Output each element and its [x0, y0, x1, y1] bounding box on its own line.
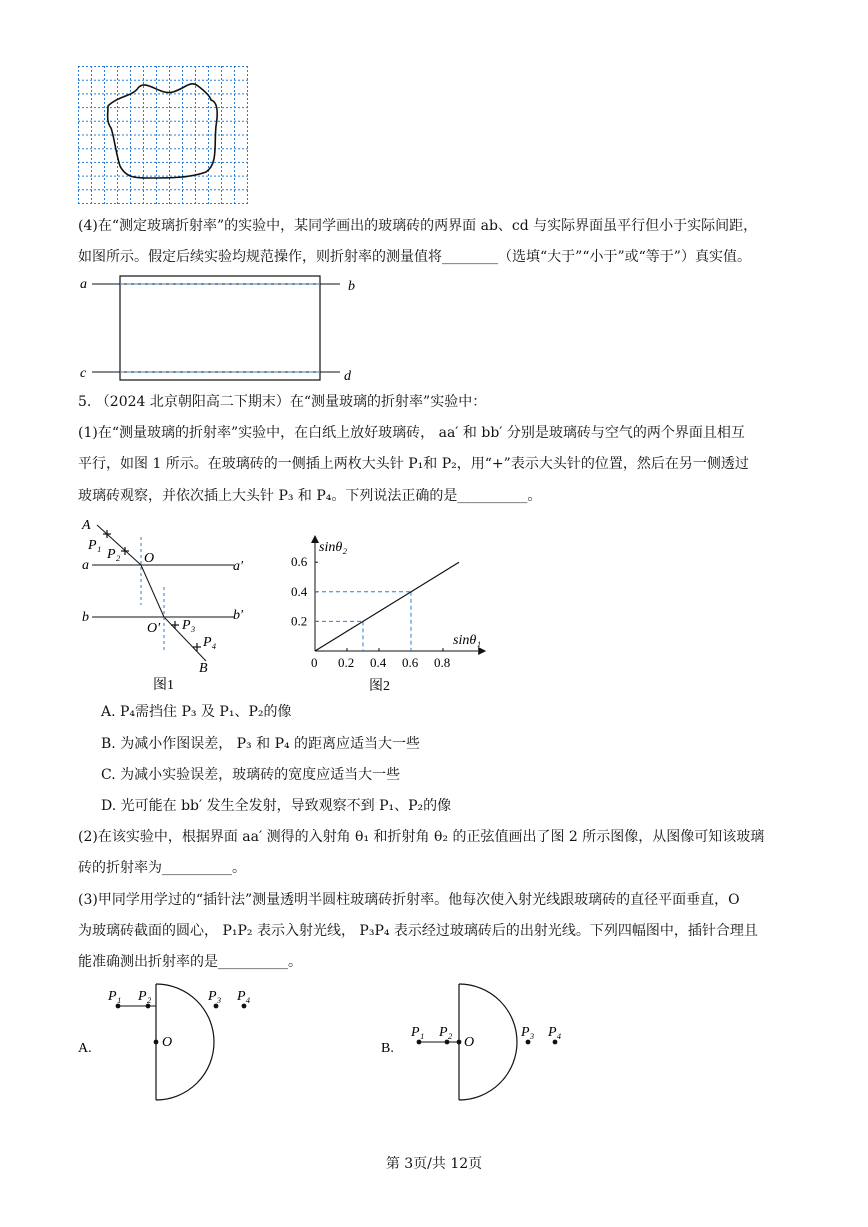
label-a: a [82, 558, 89, 573]
y-axis-arrow [311, 535, 319, 543]
option-D: D. 光可能在 bb′ 发生全发射，导致观察不到 P₁、P₂的像 [101, 798, 452, 814]
q5-p3-line1: (3)甲同学用学过的“插针法”测量透明半圆柱玻璃砖折射率。他每次使入射光线跟玻璃砖的直径平面垂直，O [78, 892, 740, 908]
option-B-figure [381, 982, 581, 1104]
x-axis-arrow [478, 647, 486, 655]
x-tick-label: 0.8 [434, 655, 451, 670]
label-P1: P₁ [88, 538, 102, 553]
figB-O: O [464, 1035, 475, 1050]
glass-brick-rect [120, 276, 320, 380]
q5-p3-line2: 为玻璃砖截面的圆心， P₁P₂ 表示入射光线， P₃P₄ 表示经过玻璃砖后的出射光线。下列四幅图中，插针合理且 [78, 923, 758, 939]
label-O-prime: O′ [147, 621, 161, 636]
figA-option-label: A. [78, 1041, 92, 1056]
label-b: b [82, 610, 89, 625]
label-c: c [80, 366, 87, 381]
figA-P1: P₁ [108, 989, 122, 1004]
label-P3: P₃ [182, 618, 196, 633]
figB-P1: P₁ [411, 1025, 425, 1040]
irregular-outline [108, 84, 218, 178]
q5-p2-line2: 砖的折射率为__________。 [78, 860, 246, 876]
q5-p1-line1: (1)在“测量玻璃的折射率”实验中，在白纸上放好玻璃砖， aa′ 和 bb′ 分别是玻璃砖与空气的两个界面且相互 [78, 425, 745, 441]
label-B: B [199, 661, 208, 676]
label-P4: P₄ [203, 635, 217, 650]
figB-P4: P₄ [548, 1025, 562, 1040]
series-line [315, 562, 459, 651]
label-a: a [80, 277, 87, 292]
x-tick-label: 0 [311, 655, 318, 670]
q5-p3-line3: 能准确测出折射率的是__________。 [78, 954, 302, 970]
fig2-ylabel: sinθ₂ [319, 540, 348, 555]
q5-p2-line1: (2)在该实验中，根据界面 aa′ 测得的入射角 θ₁ 和折射角 θ₂ 的正弦值画出了图 2 所示图像，从图像可知该玻璃 [78, 829, 765, 845]
figA-O: O [162, 1035, 173, 1050]
figB-P2: P₂ [439, 1025, 453, 1040]
q4-text-line2: 如图所示。假定后续实验均规范操作，则折射率的测量值将________（选填“大于”“小于”或“等于”）真实值。 [78, 249, 751, 265]
y-tick-label: 0.6 [291, 554, 308, 570]
figA-P2: P₂ [138, 989, 152, 1004]
label-a-prime: a′ [233, 559, 244, 574]
fig2-xlabel: sinθ₁ [453, 633, 482, 648]
q4-glass-figure [78, 274, 368, 386]
fig2-caption: 图2 [369, 679, 390, 694]
option-C: C. 为减小实验误差，玻璃砖的宽度应适当大一些 [101, 767, 401, 783]
figB-option-label: B. [381, 1041, 394, 1056]
y-tick-label: 0.4 [291, 583, 308, 599]
option-B: B. 为减小作图误差， P₃ 和 P₄ 的距离应适当大一些 [101, 736, 421, 752]
x-tick-label: 0.4 [370, 655, 387, 670]
label-b-prime: b′ [233, 608, 244, 623]
figB-P3: P₃ [521, 1025, 535, 1040]
q5-p1-line2: 平行，如图 1 所示。在玻璃砖的一侧插上两枚大头针 P₁和 P₂，用“+”表示大头针的位置，然后在另一侧透过 [78, 456, 749, 472]
grid-shape-figure [78, 66, 248, 204]
q5-header: 5. （2024 北京朝阳高二下期末）在“测量玻璃的折射率”实验中： [78, 394, 487, 410]
q5-p1-line3: 玻璃砖观察，并依次插上大头针 P₃ 和 P₄。下列说法正确的是__________。 [78, 488, 542, 504]
option-A: A. P₄需挡住 P₃ 及 P₁、P₂的像 [101, 704, 292, 720]
fig1-refraction-diagram [78, 515, 268, 695]
y-tick-label: 0.2 [291, 613, 308, 629]
page-footer: 第 3页/共 12页 [385, 1156, 483, 1172]
label-A: A [82, 518, 91, 533]
label-b: b [348, 279, 355, 294]
label-O: O [144, 551, 155, 566]
figA-P4: P₄ [237, 989, 251, 1004]
q4-text-line1: (4)在“测定玻璃折射率”的实验中，某同学画出的玻璃砖的两界面 ab、cd 与实际界面虽平行但小于实际间距， [78, 218, 758, 234]
fig1-caption: 图1 [153, 678, 174, 693]
fig2-sine-chart [285, 533, 495, 695]
figA-P3: P₃ [208, 989, 222, 1004]
label-d: d [344, 369, 351, 384]
x-tick-label: 0.2 [338, 655, 355, 670]
x-tick-label: 0.6 [402, 655, 419, 670]
label-P2: P₂ [107, 547, 121, 562]
option-A-figure [78, 982, 278, 1104]
